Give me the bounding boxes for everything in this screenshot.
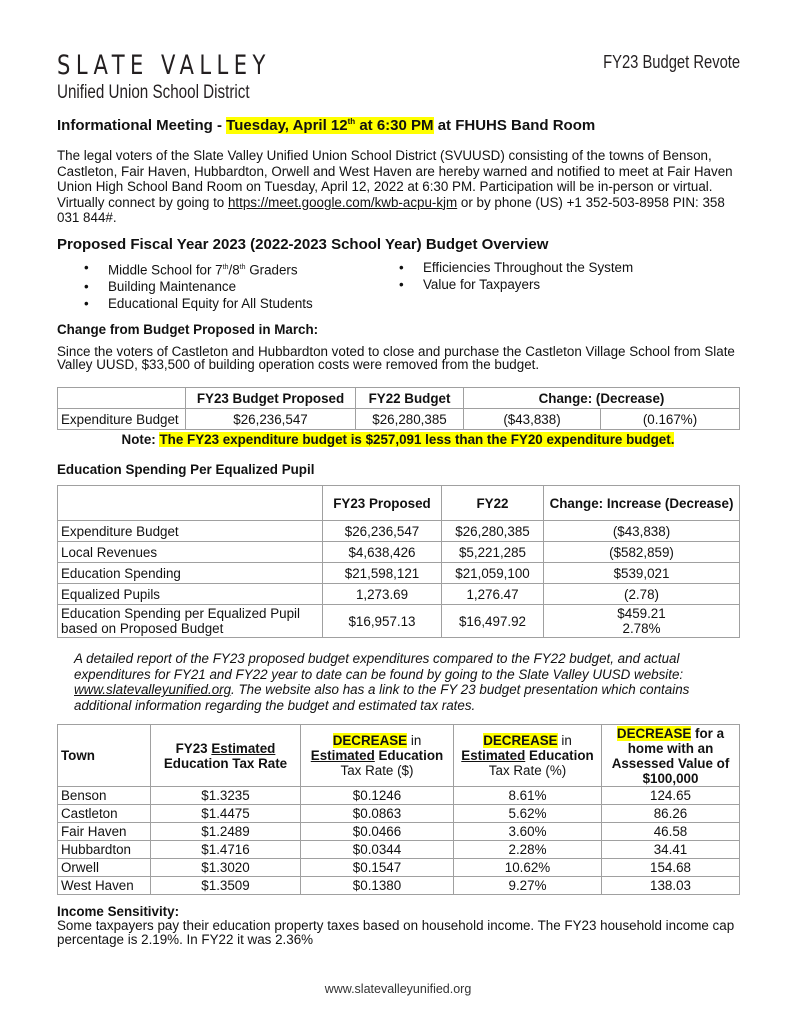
header-change: Change: Increase (Decrease) <box>544 486 740 521</box>
bullet-educational-equity: • Educational Equity for All Students <box>84 295 313 312</box>
row-label: Expenditure Budget <box>58 521 323 542</box>
decrease-percent: 3.60% <box>454 823 602 841</box>
table-row <box>58 584 740 605</box>
fy23-value: $16,957.13 <box>323 605 442 638</box>
row-label: Education Spending <box>58 563 323 584</box>
table-header-row <box>58 725 740 787</box>
decrease-home: 34.41 <box>602 841 740 859</box>
bullet-text: Graders <box>245 262 298 278</box>
header-text: $100,000 <box>642 770 699 786</box>
header-blank <box>58 388 186 409</box>
table-row <box>58 563 740 584</box>
change-percent: 2.78% <box>622 621 661 636</box>
footer-url: www.slatevalleyunified.org <box>324 982 472 996</box>
change-amount: $459.21 <box>617 606 666 621</box>
tax-rate-table <box>57 724 740 895</box>
decrease-highlight: DECREASE <box>332 733 408 748</box>
report-paragraph <box>74 651 734 713</box>
header-fy22: FY22 <box>442 486 544 521</box>
fy22-value: $5,221,285 <box>442 542 544 563</box>
header-text: Tax Rate (%) <box>488 763 567 778</box>
header-text: for a home with an Assessed Value of <box>611 725 730 771</box>
row-label-line2: based on Proposed Budget <box>61 621 224 636</box>
town-name: West Haven <box>58 877 151 895</box>
header-decrease-dollar <box>301 725 454 787</box>
note-highlight: The FY23 expenditure budget is $257,091 less than the FY20 expenditure budget. <box>159 432 675 447</box>
table-header-row <box>58 388 740 409</box>
tax-rate: $1.2489 <box>151 823 301 841</box>
meeting-heading <box>57 117 595 134</box>
overview-title: Proposed Fiscal Year 2023 (2022-2023 School Year) Budget Overview <box>57 236 549 253</box>
report-text-after: . The website also has a link to the FY 23 budget presentation which contains additional information regarding the budget and estimated tax rates. <box>74 682 690 713</box>
header-text: in <box>407 733 422 748</box>
header-text: Education <box>525 748 594 763</box>
tax-rate: $1.3509 <box>151 877 301 895</box>
note-prefix: Note: <box>121 432 160 447</box>
decrease-dollar: $0.1380 <box>301 877 454 895</box>
warning-phone-text: or by phone (US) +1 352-503-8958 PIN: 358 031 844#. <box>57 194 725 225</box>
change-value: ($582,859) <box>544 542 740 563</box>
budget-comparison-table <box>57 387 740 430</box>
header-underlined-text: Estimated <box>310 748 375 763</box>
row-label <box>58 605 323 638</box>
document-tag: FY23 Budget Revote <box>602 52 740 72</box>
town-name: Orwell <box>58 859 151 877</box>
town-name: Castleton <box>58 805 151 823</box>
spending-title: Education Spending Per Equalized Pupil <box>57 462 315 477</box>
district-logo-subtitle: Unified Union School District <box>57 82 250 103</box>
fy23-value: $26,236,547 <box>186 409 356 430</box>
change-amount: ($43,838) <box>464 409 601 430</box>
meeting-date-highlight <box>226 117 433 134</box>
district-logo-title: SLATE VALLEY <box>57 50 271 81</box>
bullet-value-taxpayers: • Value for Taxpayers <box>399 276 633 293</box>
ordinal-suffix: th <box>239 264 246 271</box>
warning-paragraph <box>57 148 747 226</box>
table-header-row <box>58 486 740 521</box>
header-underlined-text: Estimated <box>461 748 526 763</box>
change-value <box>544 605 740 638</box>
table-row <box>58 841 740 859</box>
fy23-value: $21,598,121 <box>323 563 442 584</box>
change-value: $539,021 <box>544 563 740 584</box>
decrease-dollar: $0.0863 <box>301 805 454 823</box>
decrease-home: 124.65 <box>602 787 740 805</box>
decrease-dollar: $0.0466 <box>301 823 454 841</box>
meeting-location: at FHUHS Band Room <box>433 117 596 134</box>
row-label: Local Revenues <box>58 542 323 563</box>
decrease-home: 46.58 <box>602 823 740 841</box>
decrease-percent: 9.27% <box>454 877 602 895</box>
bullet-efficiencies: • Efficiencies Throughout the System <box>399 259 633 276</box>
note-line <box>0 432 796 447</box>
tax-rate: $1.3020 <box>151 859 301 877</box>
decrease-dollar: $0.1246 <box>301 787 454 805</box>
table-row <box>58 859 740 877</box>
fy23-value: $26,236,547 <box>323 521 442 542</box>
bullet-text: /8 <box>228 262 240 278</box>
spending-table <box>57 485 740 638</box>
meeting-time: at 6:30 PM <box>355 117 434 134</box>
overview-bullets-left <box>84 259 313 312</box>
decrease-percent: 8.61% <box>454 787 602 805</box>
town-name: Benson <box>58 787 151 805</box>
decrease-percent: 10.62% <box>454 859 602 877</box>
fy22-value: $26,280,385 <box>442 521 544 542</box>
tax-rate: $1.4716 <box>151 841 301 859</box>
report-text: A detailed report of the FY23 proposed budget expenditures compared to the FY22 budget, and actual expenditures for FY21 and FY22 year to date can be found by going to the Slate Valley UUSD website: <box>74 651 684 682</box>
table-row <box>58 605 740 638</box>
bullet-text: Middle School for 7 <box>108 262 223 278</box>
tax-rate: $1.4475 <box>151 805 301 823</box>
table-row <box>58 521 740 542</box>
meeting-prefix: Informational Meeting - <box>57 117 227 134</box>
town-name: Fair Haven <box>58 823 151 841</box>
change-paragraph: Since the voters of Castleton and Hubbardton voted to close and purchase the Castleton Village School from Slate Valley UUSD, $33,500 of building operation costs were removed from the budget. <box>57 344 735 372</box>
change-percent: (0.167%) <box>601 409 740 430</box>
fy22-value: $16,497.92 <box>442 605 544 638</box>
bullet-building-maintenance: • Building Maintenance <box>84 278 313 295</box>
income-paragraph: Some taxpayers pay their education property taxes based on household income. The FY23 household income cap percentage is 2.19%. In FY22 it was 2.36% <box>57 918 735 947</box>
warning-text: The legal voters of the Slate Valley Unified Union School District (SVUUSD) consisting of the towns of Benson, Castleton, Fair Haven, Hubbardton, Orwell and West Haven are hereby warned and notified to meet at Fair Haven Union High School Band Room on Tuesday, April 12, 2022 at 6:30 PM. Participation will be in-person or virtual. Virtually connect by going to <box>57 148 733 210</box>
header-text: Education <box>374 748 444 763</box>
header-estimated-rate <box>151 725 301 787</box>
decrease-dollar: $0.1547 <box>301 859 454 877</box>
fy23-value: 1,273.69 <box>323 584 442 605</box>
row-label-line1: Education Spending per Equalized Pupil <box>61 606 300 621</box>
fy22-value: 1,276.47 <box>442 584 544 605</box>
website-link[interactable]: www.slatevalleyunified.org <box>74 682 232 697</box>
change-value: ($43,838) <box>544 521 740 542</box>
header-fy22: FY22 Budget <box>356 388 464 409</box>
income-title: Income Sensitivity: <box>57 904 180 919</box>
table-row <box>58 409 740 430</box>
table-row <box>58 805 740 823</box>
decrease-home: 138.03 <box>602 877 740 895</box>
tax-rate: $1.3235 <box>151 787 301 805</box>
header-town: Town <box>58 725 151 787</box>
ordinal-suffix: th <box>347 117 356 126</box>
change-title: Change from Budget Proposed in March: <box>57 322 319 337</box>
header-fy23: FY23 Budget Proposed <box>186 388 356 409</box>
bullet-middle-school <box>84 259 313 278</box>
decrease-percent: 5.62% <box>454 805 602 823</box>
table-row <box>58 877 740 895</box>
decrease-percent: 2.28% <box>454 841 602 859</box>
table-row <box>58 787 740 805</box>
change-value: (2.78) <box>544 584 740 605</box>
header-underlined-text: Estimated <box>211 740 276 756</box>
meet-link[interactable]: https://meet.google.com/kwb-acpu-kjm <box>227 194 458 210</box>
header-change: Change: (Decrease) <box>464 388 740 409</box>
header-blank <box>58 486 323 521</box>
header-text: Tax Rate ($) <box>340 763 414 778</box>
ordinal-suffix: th <box>222 264 229 271</box>
meeting-day: Tuesday, April 12 <box>226 117 348 134</box>
town-name: Hubbardton <box>58 841 151 859</box>
header-text: FY23 <box>175 740 212 756</box>
fy22-value: $21,059,100 <box>442 563 544 584</box>
decrease-home: 154.68 <box>602 859 740 877</box>
decrease-highlight: DECREASE <box>616 725 692 741</box>
header-decrease-percent <box>454 725 602 787</box>
table-row <box>58 542 740 563</box>
header-fy23-proposed: FY23 Proposed <box>323 486 442 521</box>
header-text: in <box>557 733 572 748</box>
row-label: Expenditure Budget <box>58 409 186 430</box>
header-decrease-home <box>602 725 740 787</box>
header-text: Education Tax Rate <box>163 755 288 771</box>
fy23-value: $4,638,426 <box>323 542 442 563</box>
decrease-highlight: DECREASE <box>483 733 558 748</box>
row-label: Equalized Pupils <box>58 584 323 605</box>
decrease-home: 86.26 <box>602 805 740 823</box>
overview-bullets-right <box>399 259 633 293</box>
fy22-value: $26,280,385 <box>356 409 464 430</box>
table-row <box>58 823 740 841</box>
decrease-dollar: $0.0344 <box>301 841 454 859</box>
